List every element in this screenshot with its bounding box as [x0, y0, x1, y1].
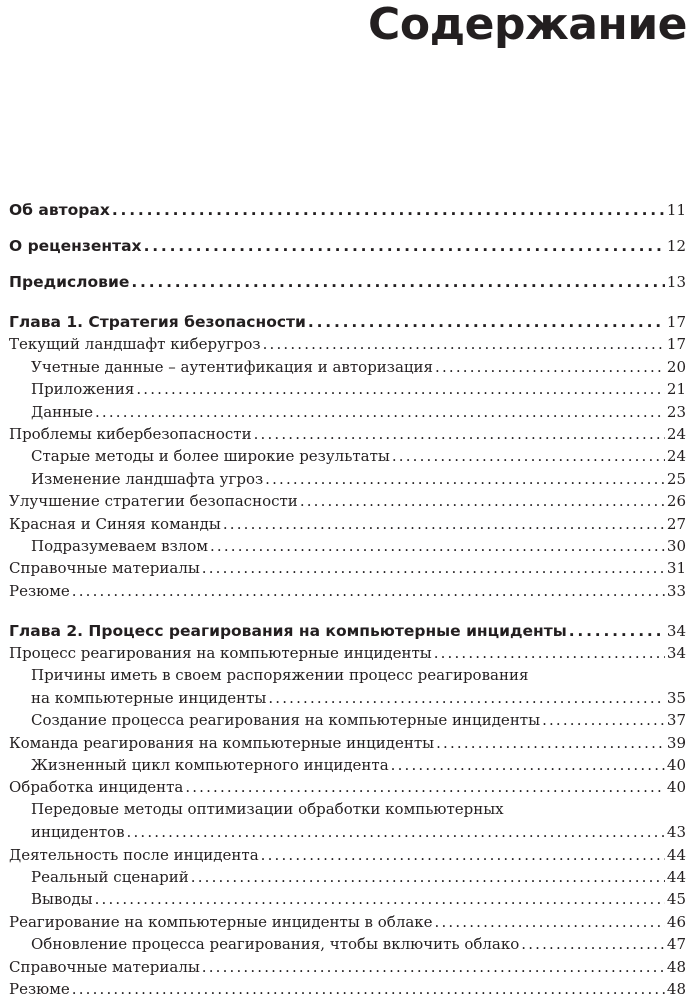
toc-entry-page: 24 — [666, 424, 686, 443]
toc-entry-page: 33 — [666, 581, 686, 600]
toc-entry-title: Данные — [31, 402, 93, 421]
dot-leader — [542, 709, 665, 731]
toc-entry-title-continued: инцидентов — [31, 823, 125, 842]
toc-entry[interactable] — [9, 185, 686, 221]
dot-leader — [435, 356, 665, 378]
toc-entry[interactable] — [9, 642, 686, 664]
toc-entry[interactable] — [9, 221, 686, 257]
toc-entry-page: 45 — [666, 890, 686, 909]
dot-leader — [435, 911, 665, 933]
toc-entry-page: 24 — [666, 447, 686, 466]
toc-entry[interactable] — [9, 843, 686, 865]
toc-entry-title: Реальный сценарий — [31, 868, 189, 887]
dot-leader — [112, 199, 665, 221]
toc-entry-title: Глава 1. Стратегия безопасности — [9, 313, 306, 331]
toc-entry[interactable] — [9, 664, 686, 709]
toc-entry[interactable] — [9, 754, 686, 776]
toc-entry-page: 20 — [666, 357, 686, 376]
dot-leader — [268, 687, 665, 709]
toc-entry-page: 48 — [666, 979, 686, 998]
dot-leader — [254, 423, 665, 445]
dot-leader — [131, 271, 665, 293]
toc-entry-title: Выводы — [31, 890, 93, 909]
toc-entry-page: 35 — [666, 688, 686, 707]
dot-leader — [300, 490, 665, 512]
toc-entry-page: 46 — [666, 912, 686, 931]
toc-entry-title: Обработка инцидента — [9, 778, 184, 797]
toc-entry-page: 21 — [666, 380, 686, 399]
toc-entry-title: Красная и Синяя команды — [9, 514, 221, 533]
toc-entry-page: 40 — [666, 756, 686, 775]
toc-entry[interactable] — [9, 445, 686, 467]
dot-leader — [223, 513, 665, 535]
toc-entry[interactable] — [9, 731, 686, 753]
toc-entry-title: Улучшение стратегии безопасности — [9, 492, 298, 511]
toc-entry[interactable] — [9, 355, 686, 377]
toc-entry[interactable] — [9, 512, 686, 534]
dot-leader — [127, 821, 665, 843]
toc-entry[interactable] — [9, 709, 686, 731]
toc-entry-title: Резюме — [9, 979, 70, 998]
toc-entry-page: 12 — [666, 237, 686, 255]
dot-leader — [391, 754, 665, 776]
toc-entry-page: 48 — [666, 957, 686, 976]
toc-entry-title: Деятельность после инцидента — [9, 845, 259, 864]
toc-entry-title: Создание процесса реагирования на компьютерные инциденты — [31, 711, 541, 730]
toc-entry[interactable] — [9, 423, 686, 445]
toc-entry-title: Справочные материалы — [9, 559, 200, 578]
toc-entry-page: 26 — [666, 492, 686, 511]
toc-entry-page: 17 — [666, 335, 686, 354]
toc-entry[interactable] — [9, 557, 686, 579]
toc-entry-page: 39 — [666, 733, 686, 752]
dot-leader — [144, 235, 665, 257]
page-title: Содержание — [368, 0, 687, 50]
toc-entry-title: Обновление процесса реагирования, чтобы включить облако — [31, 935, 520, 954]
toc-entry[interactable] — [9, 614, 686, 642]
toc-entry-page: 27 — [666, 514, 686, 533]
dot-leader — [72, 580, 665, 602]
toc-entry-page: 31 — [666, 559, 686, 578]
toc-entry[interactable] — [9, 257, 686, 293]
dot-leader — [72, 978, 665, 1000]
toc-entry-title: Изменение ландшафта угроз — [31, 469, 264, 488]
dot-leader — [436, 732, 665, 754]
dot-leader — [95, 888, 665, 910]
toc-entry-page: 13 — [666, 273, 686, 291]
toc-entry-title: Процесс реагирования на компьютерные инциденты — [9, 644, 432, 663]
toc-entry-title: Передовые методы оптимизации обработки компьютерных — [31, 800, 504, 819]
toc-entry-page: 11 — [666, 201, 686, 219]
dot-leader — [392, 445, 665, 467]
table-of-contents — [9, 185, 686, 1000]
toc-entry-title-continued: на компьютерные инциденты — [31, 688, 267, 707]
dot-leader — [210, 535, 665, 557]
toc-entry-title: Подразумеваем взлом — [31, 536, 208, 555]
toc-entry[interactable] — [9, 333, 686, 355]
toc-entry-page: 43 — [666, 823, 686, 842]
toc-entry-page: 34 — [666, 621, 686, 640]
toc-entry[interactable] — [9, 579, 686, 601]
toc-entry-title: Об авторах — [9, 201, 110, 219]
toc-entry-page: 25 — [666, 469, 686, 488]
toc-entry-title: Старые методы и более широкие результаты — [31, 447, 390, 466]
toc-entry-page: 34 — [666, 644, 686, 663]
dot-leader — [136, 378, 665, 400]
toc-entry-page: 17 — [666, 313, 686, 331]
dot-leader — [434, 642, 665, 664]
toc-entry-title: Глава 2. Процесс реагирования на компьютерные инциденты — [9, 621, 567, 640]
dot-leader — [261, 844, 665, 866]
toc-entry-title: Справочные материалы — [9, 957, 200, 976]
toc-entry[interactable] — [9, 400, 686, 422]
dot-leader — [521, 933, 665, 955]
toc-entry-title: Жизненный цикл компьютерного инцидента — [31, 756, 389, 775]
toc-entry[interactable] — [9, 776, 686, 798]
dot-leader — [569, 620, 665, 642]
toc-entry[interactable] — [9, 978, 686, 1000]
dot-leader — [95, 401, 665, 423]
toc-entry-page: 40 — [666, 778, 686, 797]
toc-entry-title: Причины иметь в своем распоряжении процесс реагирования — [31, 666, 529, 685]
toc-entry-title: Резюме — [9, 581, 70, 600]
toc-entry-page: 23 — [666, 402, 686, 421]
dot-leader — [265, 468, 665, 490]
toc-entry-title: О рецензентах — [9, 237, 142, 255]
toc-entry-title: Предисловие — [9, 273, 130, 291]
toc-entry[interactable] — [9, 933, 686, 955]
toc-entry[interactable] — [9, 378, 686, 400]
dot-leader — [185, 776, 665, 798]
dot-leader — [308, 311, 665, 333]
toc-entry[interactable] — [9, 798, 686, 843]
toc-entry[interactable] — [9, 490, 686, 512]
dot-leader — [202, 956, 665, 978]
toc-entry[interactable] — [9, 866, 686, 888]
dot-leader — [263, 333, 665, 355]
toc-entry-title: Проблемы кибербезопасности — [9, 424, 252, 443]
dot-leader — [202, 557, 665, 579]
toc-entry-page: 30 — [666, 536, 686, 555]
toc-entry-title: Текущий ландшафт киберугроз — [9, 335, 261, 354]
toc-entry[interactable] — [9, 910, 686, 932]
dot-leader — [191, 866, 665, 888]
toc-entry-title: Приложения — [31, 380, 135, 399]
toc-entry-title: Учетные данные – аутентификация и авторизация — [31, 357, 434, 376]
toc-entry-title: Команда реагирования на компьютерные инциденты — [9, 733, 435, 752]
toc-entry[interactable] — [9, 888, 686, 910]
toc-entry-page: 47 — [666, 935, 686, 954]
toc-entry[interactable] — [9, 535, 686, 557]
toc-entry-page: 44 — [666, 845, 686, 864]
toc-entry-page: 44 — [666, 868, 686, 887]
toc-entry-title: Реагирование на компьютерные инциденты в облаке — [9, 912, 433, 931]
toc-entry[interactable] — [9, 467, 686, 489]
toc-entry[interactable] — [9, 305, 686, 333]
toc-entry-page: 37 — [666, 711, 686, 730]
toc-entry[interactable] — [9, 955, 686, 977]
